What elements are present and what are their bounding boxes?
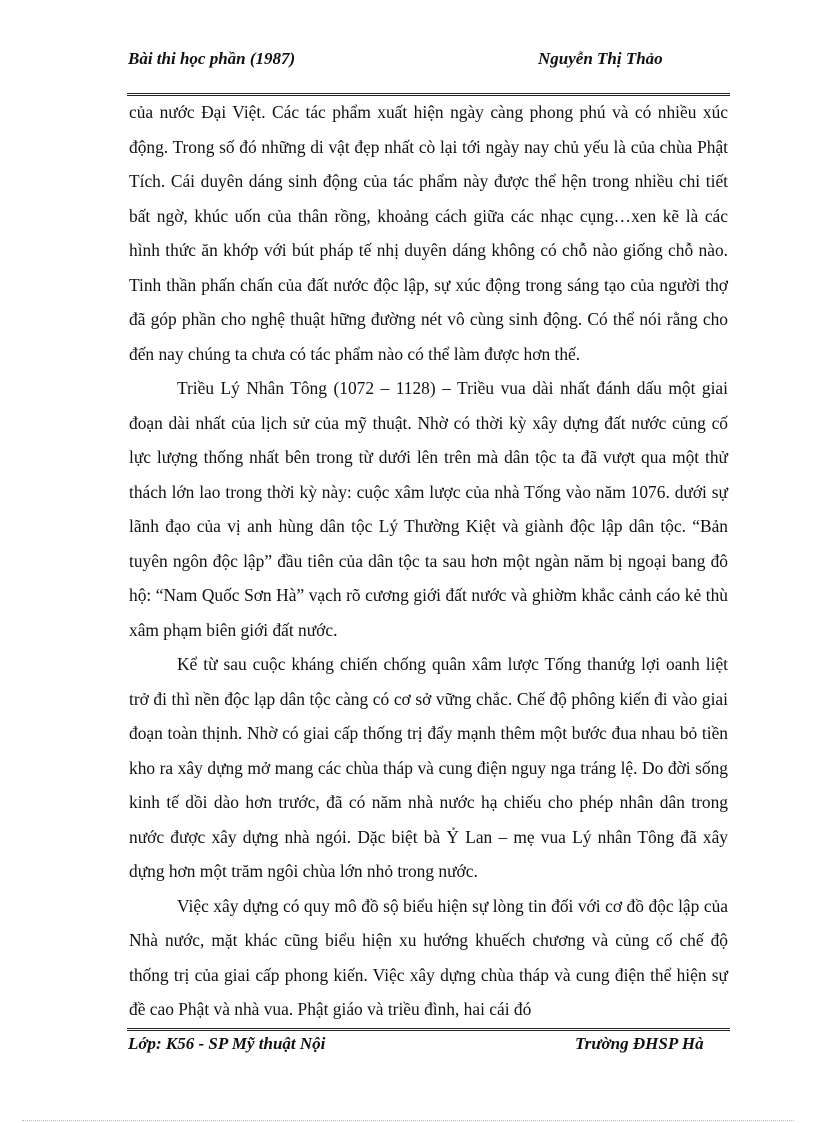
- paragraph: Việc xây dựng có quy mô đồ sộ biểu hiện sự lòng tin đối với cơ đồ độc lập của Nhà nước, mặt khác cũng biểu hiện xu hướng khuếch chương và củng cố chế độ thống trị của giai cấp phong kiến. Việc xây dựng chùa tháp và cung điện thể hiện sự đề cao Phật và nhà vua. Phật giáo và triều đình, hai cái đó: [129, 895, 728, 1019]
- header-author-name: Nguyễn Thị Thảo: [538, 49, 663, 68]
- footer-class-label: Lớp: K56 - SP Mỹ thuật Nội: [128, 1034, 326, 1053]
- footer-school-name: Trường ĐHSP Hà: [575, 1034, 704, 1053]
- paragraph-continued: của nước Đại Việt. Các tác phẩm xuất hiện ngày càng phong phú và có nhiều xúc động. Trong số đó những di vật đẹp nhất cò lại tới ngày nay chủ yếu là của chùa Phật Tích. Cái duyên dáng sinh động của tác phẩm này được thể hện trong nhiều chi tiết bất ngờ, khúc uốn của thân rồng, khoảng cách giữa các nhạc cụng…xen kẽ là các hình thức ăn khớp với bút pháp tế nhị duyên dáng không có chỗ nào giống chỗ nào. Tinh thần phấn chấn của đất nước độc lập, sự xúc động trong sáng tạo của người thợ đã góp phần cho nghệ thuật hững đường nét vô cùng sinh động. Có thể nói rằng cho đến nay chúng ta chưa có tác phẩm nào có thể làm được hơn thế.: [129, 102, 728, 364]
- document-body: [129, 95, 728, 1027]
- footer-divider: [127, 1028, 730, 1031]
- paragraph: Kể từ sau cuộc kháng chiến chống quân xâm lược Tống thanứg lợi oanh liệt trở đi thì nền độc lạp dân tộc càng có cơ sở vững chắc. Chế độ phông kiến đi vào giai đoạn toàn thịnh. Nhờ có giai cấp thống trị đẩy mạnh thêm một bước đua nhau bỏ tiền kho ra xây dựng mở mang các chùa tháp và cung điện nguy nga tráng lệ. Do đời sống kinh tế dồi dào hơn trước, đã có năm nhà nước hạ chiếu cho phép nhân dân trong nước được xây dựng nhà ngói. Dặc biệt bà Ỷ Lan – mẹ vua Lý nhân Tông đã xây dựng hơn một trăm ngôi chùa lớn nhỏ trong nước.: [129, 654, 728, 881]
- header-course-title: Bài thi học phần (1987): [128, 49, 296, 68]
- page-bottom-border: [22, 1120, 794, 1121]
- paragraph: Triều Lý Nhân Tông (1072 – 1128) – Triều vua dài nhất đánh dấu một giai đoạn dài nhất của lịch sử của mỹ thuật. Nhờ có thời kỳ xây dựng đất nước củng cố lực lượng thống nhất bên trong từ dưới lên trên mà dân tộc ta đã vượt qua một thử thách lớn lao trong thời kỳ này: cuộc xâm lược của nhà Tống vào năm 1076. dưới sự lãnh đạo của vị anh hùng dân tộc Lý Thường Kiệt và giành độc lập dân tộc. “Bản tuyên ngôn độc lập” đầu tiên của dân tộc ta sau hơn một ngàn năm bị ngoại bang đô hộ: “Nam Quốc Sơn Hà” vạch rõ cương giới đất nước và ghiờm khắc cảnh cáo kẻ thù xâm phạm biên giới đất nước.: [129, 378, 728, 640]
